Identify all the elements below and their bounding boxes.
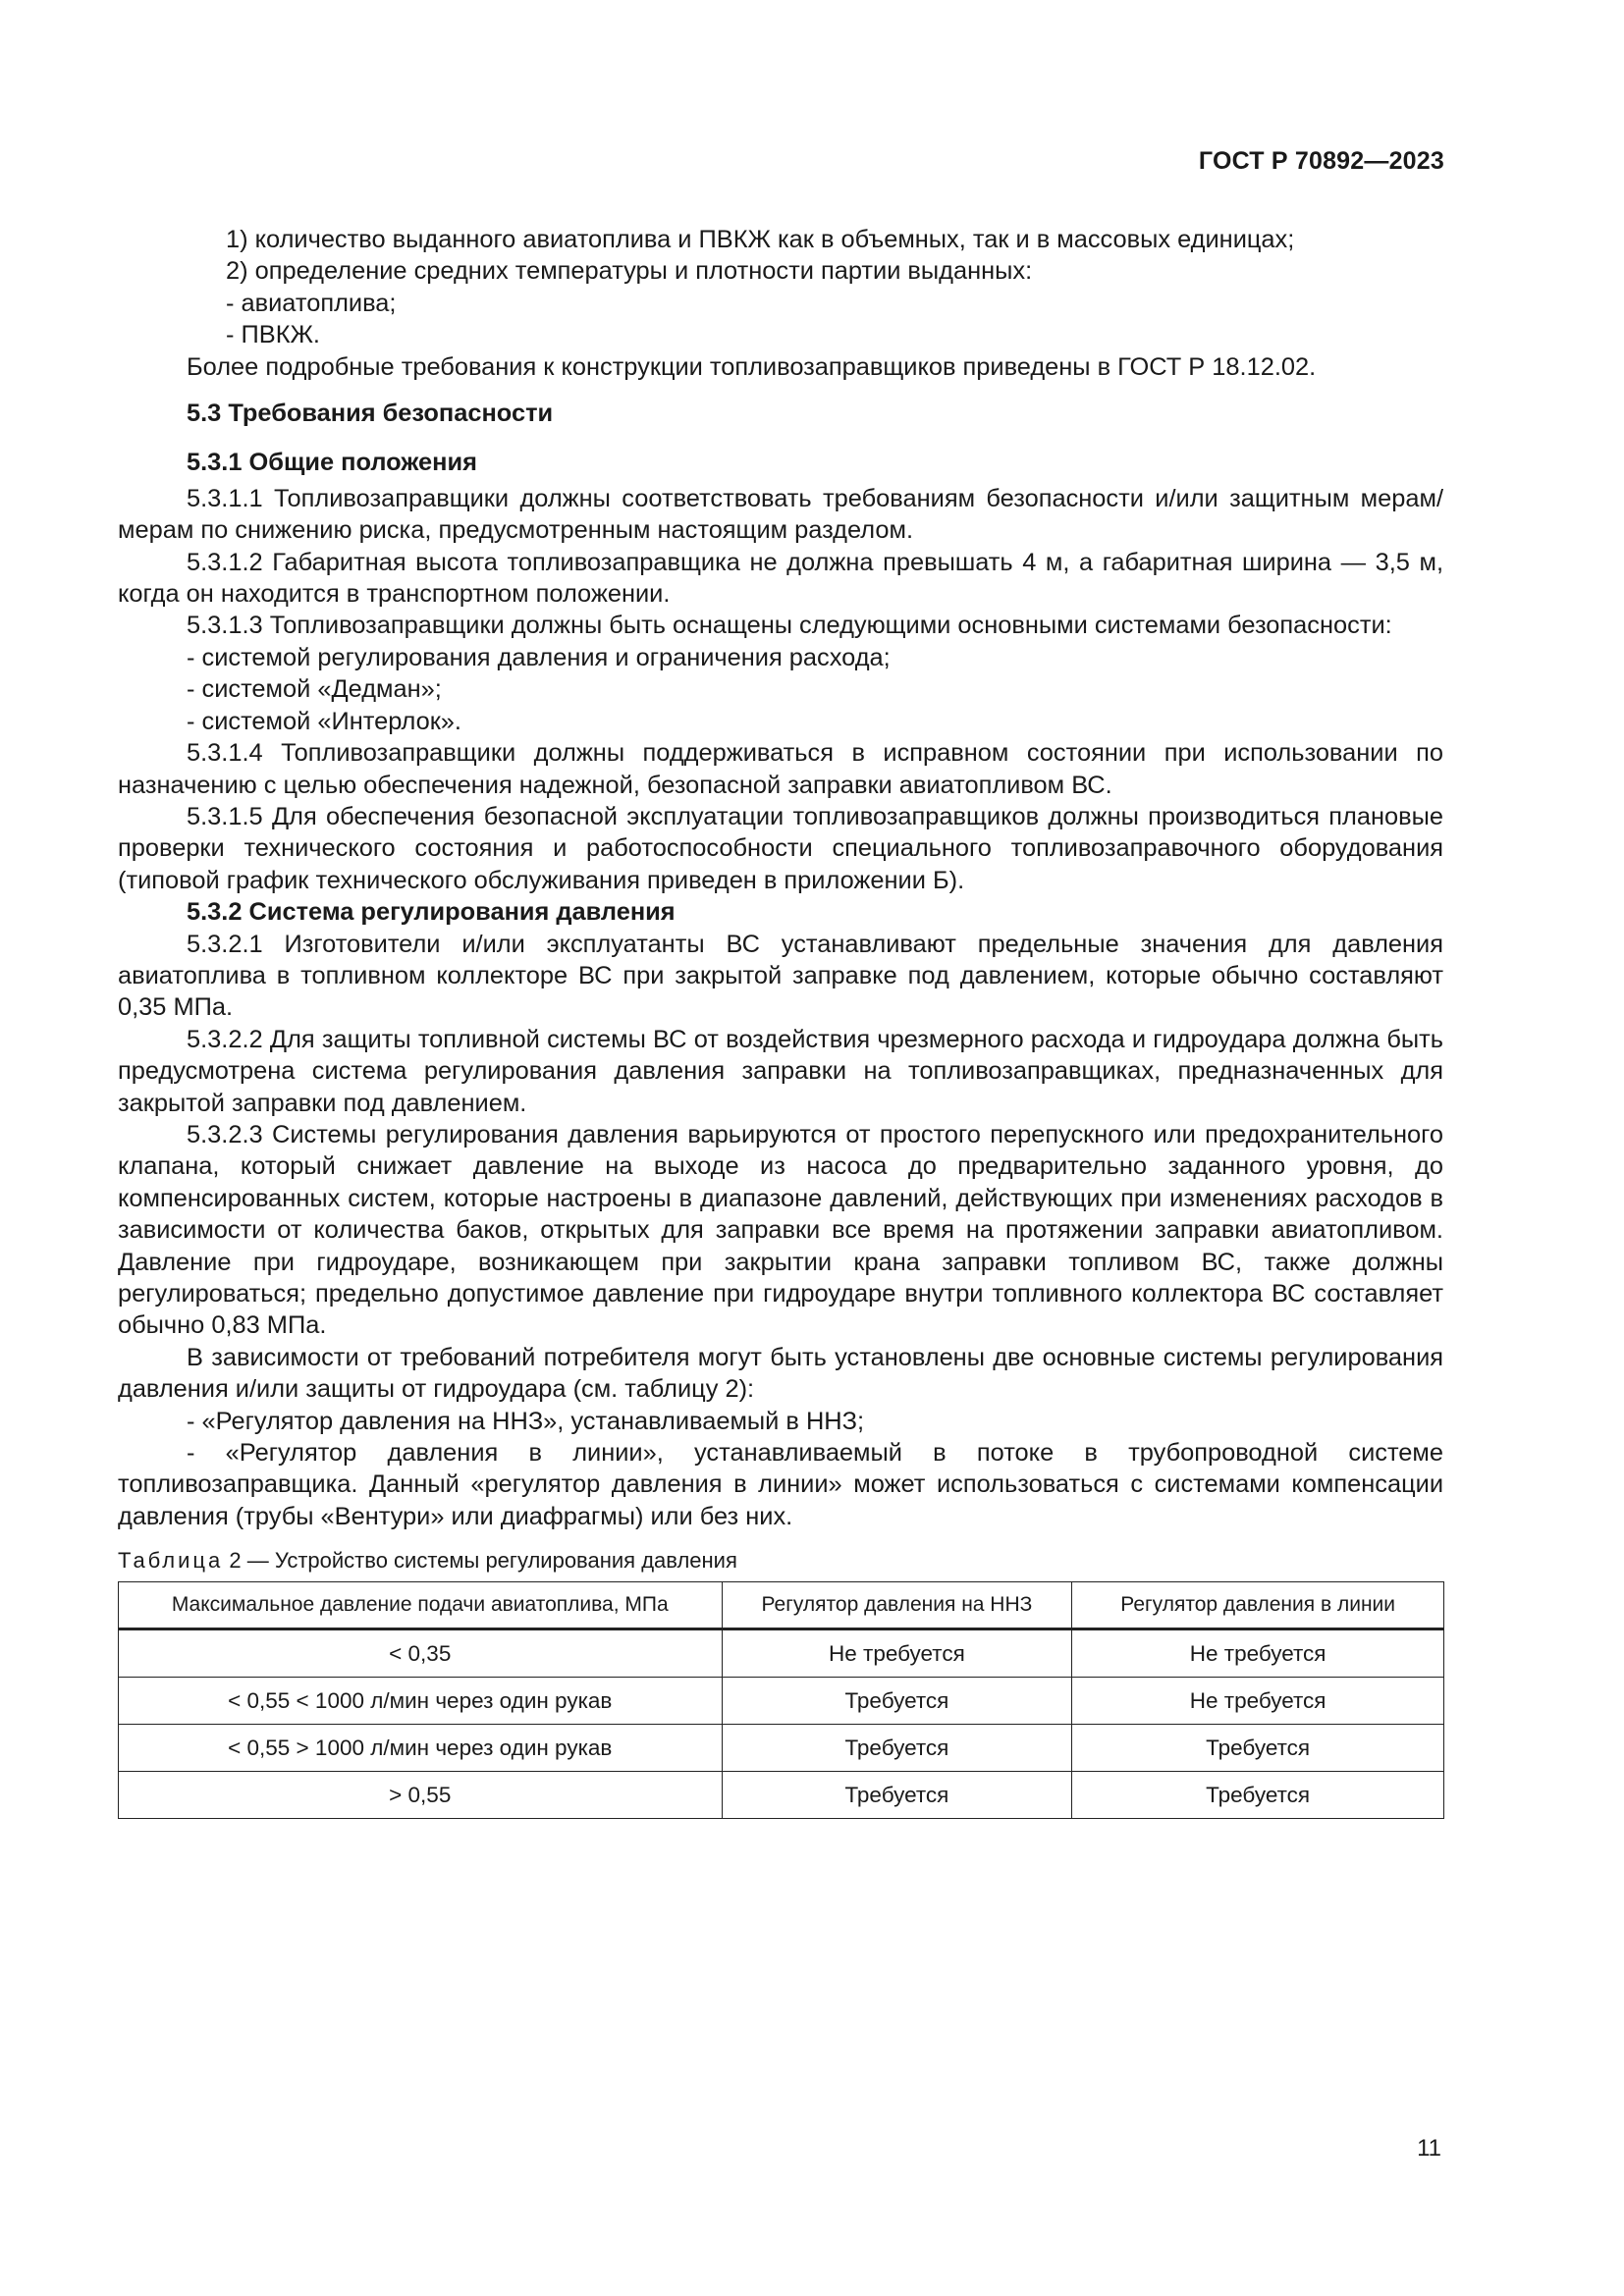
table-cell: Не требуется xyxy=(722,1629,1072,1678)
table-cell: Не требуется xyxy=(1072,1678,1444,1725)
paragraph-5-3-1-5: 5.3.1.5 Для обеспечения безопасной эксплуатации топливозаправщиков должны производиться плановые проверки технического состояния и работоспособности специального топливозаправочного оборудования (типовой график технического обслуживания приведен в приложении Б). xyxy=(118,802,1443,894)
section-heading: 5.3 Требования безопасности xyxy=(187,400,554,428)
table-caption xyxy=(118,1546,1443,1575)
document-code-header: ГОСТ Р 70892—2023 xyxy=(1198,147,1444,175)
column-header-max-pressure: Максимальное давление подачи авиатоплива, МПа xyxy=(119,1582,723,1629)
table-cell: < 0,55 > 1000 л/мин через один рукав xyxy=(119,1725,723,1772)
list-item: - авиатоплива; xyxy=(226,289,397,317)
table-cell: Требуется xyxy=(1072,1772,1444,1819)
list-item: - «Регулятор давления на ННЗ», устанавливаемый в ННЗ; xyxy=(187,1407,865,1435)
list-item: - системой «Дедман»; xyxy=(187,675,442,704)
paragraph-5-3-2-2: 5.3.2.2 Для защиты топливной системы ВС от воздействия чрезмерного расхода и гидроудара должна быть предусмотрена система регулирования давления заправки на топливозаправщиках, предназначенных для закрытой заправки под давлением. xyxy=(118,1025,1443,1117)
list-item: 1) количество выданного авиатоплива и ПВКЖ как в объемных, так и в массовых единицах; xyxy=(226,226,1295,253)
table-cell: Требуется xyxy=(722,1772,1072,1819)
table-row xyxy=(119,1629,1444,1678)
table-cell: Требуется xyxy=(722,1725,1072,1772)
column-header-nnz-regulator: Регулятор давления на ННЗ xyxy=(722,1582,1072,1629)
table-row xyxy=(119,1772,1444,1819)
column-header-line-regulator: Регулятор давления в линии xyxy=(1072,1582,1444,1629)
paragraph-dependency: В зависимости от требований потребителя могут быть установлены две основные системы регулирования давления и/или защиты от гидроудара (см. таблицу 2): xyxy=(118,1343,1443,1404)
table-header-row xyxy=(119,1582,1444,1629)
subsection-heading: 5.3.1 Общие положения xyxy=(187,449,477,477)
table-row xyxy=(119,1678,1444,1725)
paragraph-5-3-1-3: 5.3.1.3 Топливозаправщики должны быть оснащены следующими основными системами безопасности: xyxy=(187,612,1392,640)
page-number: 11 xyxy=(1417,2135,1441,2162)
table-cell: Требуется xyxy=(722,1678,1072,1725)
subsection-heading: 5.3.2 Система регулирования давления xyxy=(187,898,676,927)
paragraph-5-3-1-4: 5.3.1.4 Топливозаправщики должны поддерживаться в исправном состоянии при использовании по назначению с целью обеспечения надежной, безопасной заправки авиатопливом ВС. xyxy=(118,739,1443,799)
page-body xyxy=(118,224,1443,1819)
table-row xyxy=(119,1725,1444,1772)
table-cell: Требуется xyxy=(1072,1725,1444,1772)
table-caption-title: 2 — Устройство системы регулирования давления xyxy=(223,1548,737,1574)
paragraph-5-3-1-2: 5.3.1.2 Габаритная высота топливозаправщика не должна превышать 4 м, а габаритная ширина — 3,5 м, когда он находится в транспортном положении. xyxy=(118,548,1443,609)
list-item: 2) определение средних температуры и плотности партии выданных: xyxy=(226,257,1033,286)
table-cell: < 0,35 xyxy=(119,1629,723,1678)
list-item: - системой «Интерлок». xyxy=(187,707,461,735)
reference-paragraph: Более подробные требования к конструкции топливозаправщиков приведены в ГОСТ Р 18.12.02. xyxy=(187,352,1317,381)
table-caption-label: Таблица xyxy=(118,1548,224,1574)
table-cell: < 0,55 < 1000 л/мин через один рукав xyxy=(119,1678,723,1725)
table-cell: Не требуется xyxy=(1072,1629,1444,1678)
list-item: - системой регулирования давления и ограничения расхода; xyxy=(187,643,891,671)
paragraph-5-3-1-1: 5.3.1.1 Топливозаправщики должны соответствовать требованиям безопасности и/или защитным мерам/мерам по снижению риска, предусмотренным настоящим разделом. xyxy=(118,484,1443,545)
list-item: - ПВКЖ. xyxy=(226,321,320,349)
list-item: - «Регулятор давления в линии», устанавливаемый в потоке в трубопроводной системе топливозаправщика. Данный «регулятор давления в линии» может использоваться с системами компенсации давления (трубы «Вентури» или диафрагмы) или без них. xyxy=(118,1439,1443,1530)
paragraph-5-3-2-3: 5.3.2.3 Системы регулирования давления варьируются от простого перепускного или предохранительного клапана, который снижает давление на выходе из насоса до предварительно заданного уровня, до компенсированных систем, которые настроены в диапазоне давлений, действующих при изменениях расходов в зависимости от количества баков, открытых для заправки все время на протяжении заправки авиатопливом. Давление при гидроударе, возникающем при закрытии крана заправки топливом ВС, также должны регулироваться; предельно допустимое давление при гидроударе внутри топливного коллектора ВС составляет обычно 0,83 МПа. xyxy=(118,1120,1443,1340)
paragraph-5-3-2-1: 5.3.2.1 Изготовители и/или эксплуатанты ВС устанавливают предельные значения для давления авиатоплива в топливном коллекторе ВС при закрытой заправке под давлением, которые обычно составляют 0,35 МПа. xyxy=(118,930,1443,1022)
table-cell: > 0,55 xyxy=(119,1772,723,1819)
pressure-regulation-table xyxy=(118,1581,1444,1819)
